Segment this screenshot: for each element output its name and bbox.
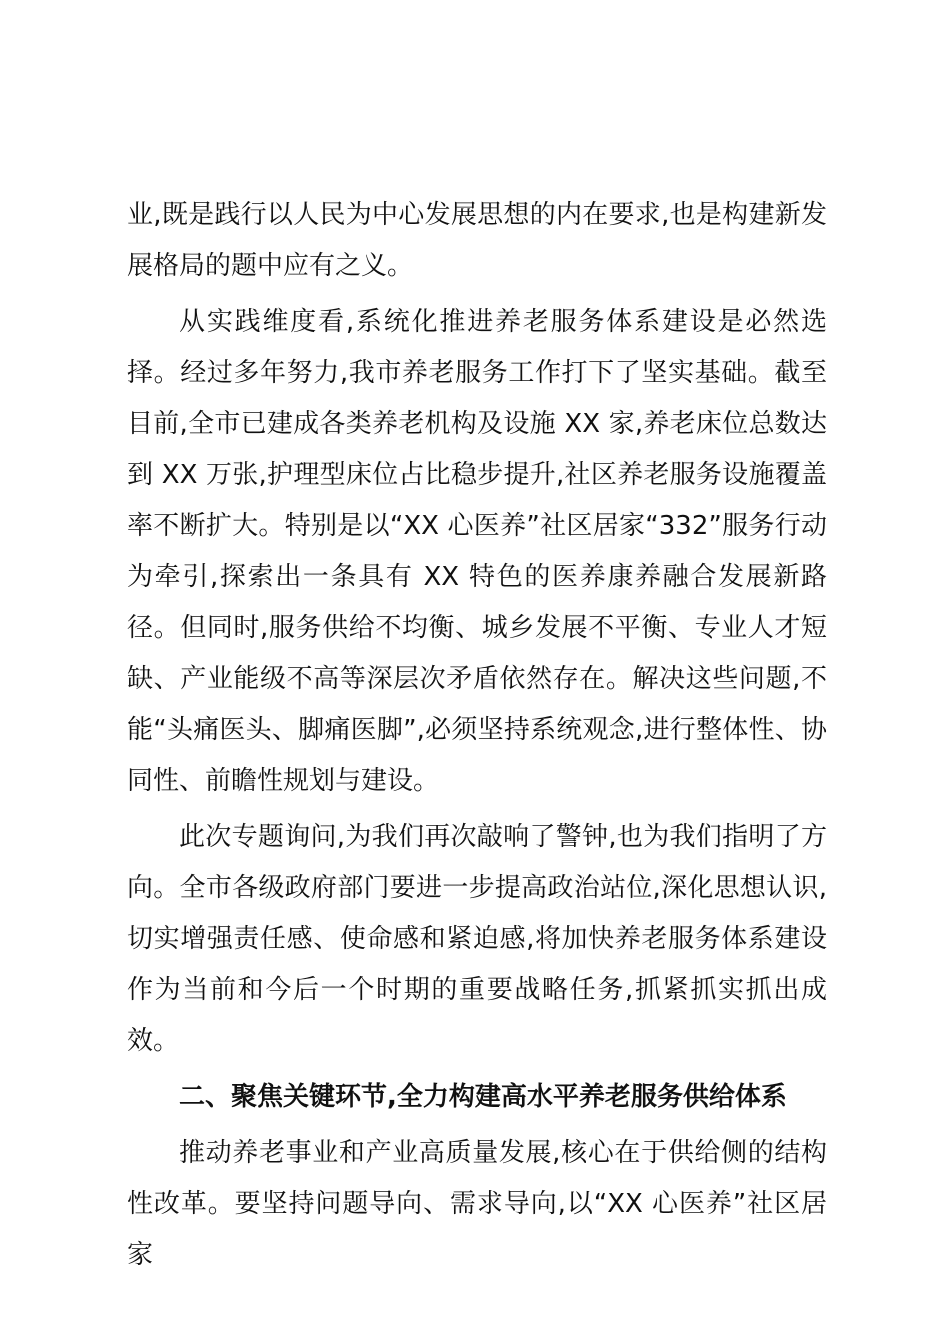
- paragraph-special-inquiry: 此次专题询问,为我们再次敲响了警钟,也为我们指明了方向。全市各级政府部门要进一步提高政治站位,深化思想认识,切实增强责任感、使命感和紧迫感,将加快养老服务体系建设作为当前和今后一个时期的重要战略任务,抓紧抓实抓出成效。: [127, 822, 827, 1056]
- section-heading: 二、聚焦关键环节,全力构建高水平养老服务供给体系: [179, 1082, 787, 1112]
- document-body: [127, 190, 827, 1281]
- paragraph-supply-reform: 推动养老事业和产业高质量发展,核心在于供给侧的结构性改革。要坚持问题导向、需求导向,以“XX 心医养”社区居家: [127, 1138, 827, 1270]
- paragraph-practice-dimension: 从实践维度看,系统化推进养老服务体系建设是必然选择。经过多年努力,我市养老服务工作打下了坚实基础。截至目前,全市已建成各类养老机构及设施 XX 家,养老床位总数达到 XX 万张,护理型床位占比稳步提升,社区养老服务设施覆盖率不断扩大。特别是以“XX 心医养”社区居家“332”服务行动为牵引,探索出一条具有 XX 特色的医养康养融合发展新路径。但同时,服务供给不均衡、城乡发展不平衡、专业人才短缺、产业能级不高等深层次矛盾依然存在。解决这些问题,不能“头痛医头、脚痛医脚”,必须坚持系统观念,进行整体性、协同性、前瞻性规划与建设。: [127, 307, 827, 796]
- paragraph-continuation: 业,既是践行以人民为中心发展思想的内在要求,也是构建新发展格局的题中应有之义。: [127, 200, 827, 281]
